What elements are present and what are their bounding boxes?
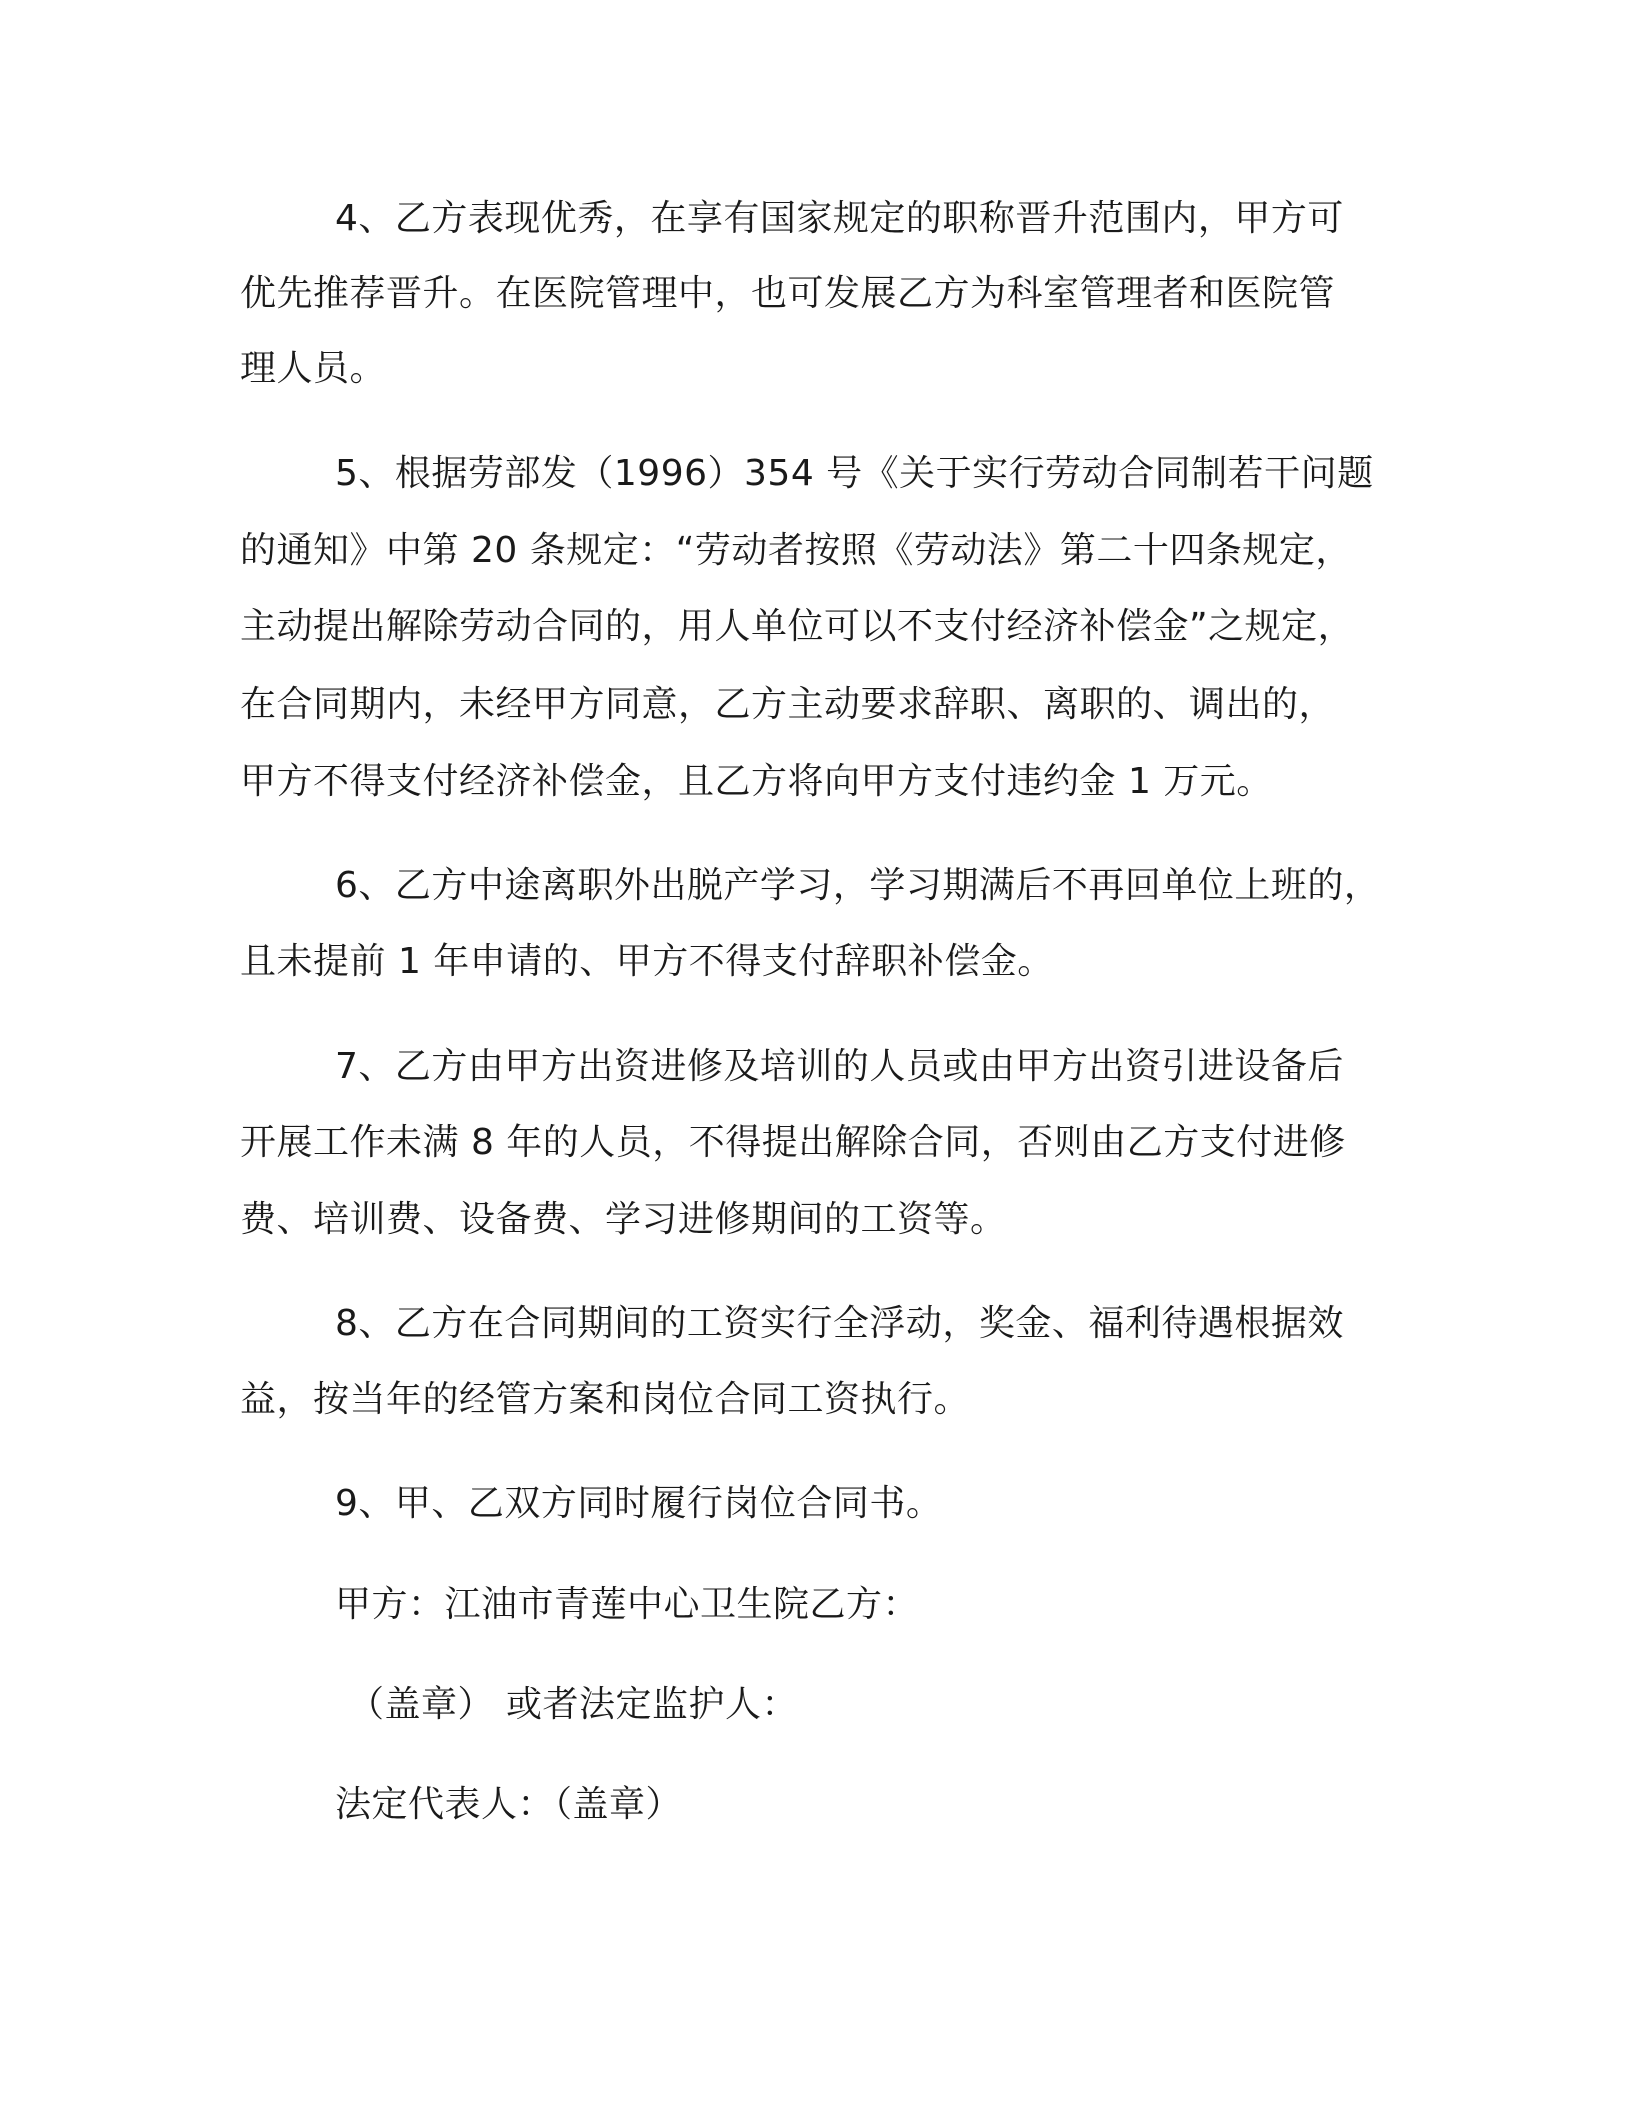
- clause-5-line-4: 在合同期内，未经甲方同意，乙方主动要求辞职、离职的、调出的，: [240, 684, 1336, 725]
- signature-seal-guardian: （盖章） 或者法定监护人：: [348, 1684, 798, 1725]
- clause-4-line-1: 4、乙方表现优秀，在享有国家规定的职称晋升范围内，甲方可: [335, 198, 1344, 239]
- clause-8-line-2: 益，按当年的经管方案和岗位合同工资执行。: [240, 1379, 971, 1420]
- clause-9-line-1: 9、甲、乙双方同时履行岗位合同书。: [335, 1483, 943, 1524]
- signature-legal-rep: 法定代表人：（盖章）: [335, 1784, 683, 1825]
- clause-7-line-2: 开展工作未满 8 年的人员，不得提出解除合同，否则由乙方支付进修: [240, 1122, 1346, 1163]
- clause-7-line-3: 费、培训费、设备费、学习进修期间的工资等。: [240, 1199, 1007, 1240]
- clause-5-line-1: 5、根据劳部发（1996）354 号《关于实行劳动合同制若干问题: [335, 453, 1374, 494]
- clause-5-line-2: 的通知》中第 20 条规定：“劳动者按照《劳动法》第二十四条规定，: [240, 530, 1352, 571]
- clause-7-line-1: 7、乙方由甲方出资进修及培训的人员或由甲方出资引进设备后: [335, 1046, 1344, 1087]
- clause-6-line-1: 6、乙方中途离职外出脱产学习，学习期满后不再回单位上班的，: [335, 865, 1381, 906]
- clause-8-line-1: 8、乙方在合同期间的工资实行全浮动，奖金、福利待遇根据效: [335, 1303, 1344, 1344]
- clause-4-line-3: 理人员。: [240, 348, 387, 389]
- clause-5-line-5: 甲方不得支付经济补偿金，且乙方将向甲方支付违约金 1 万元。: [240, 761, 1273, 802]
- clause-6-line-2: 且未提前 1 年申请的、甲方不得支付辞职补偿金。: [240, 941, 1054, 982]
- clause-4-line-2: 优先推荐晋升。在医院管理中，也可发展乙方为科室管理者和医院管: [240, 273, 1336, 314]
- clause-5-line-3: 主动提出解除劳动合同的，用人单位可以不支付经济补偿金”之规定，: [240, 606, 1355, 647]
- signature-party-a: 甲方：江油市青莲中心卫生院乙方：: [335, 1584, 920, 1625]
